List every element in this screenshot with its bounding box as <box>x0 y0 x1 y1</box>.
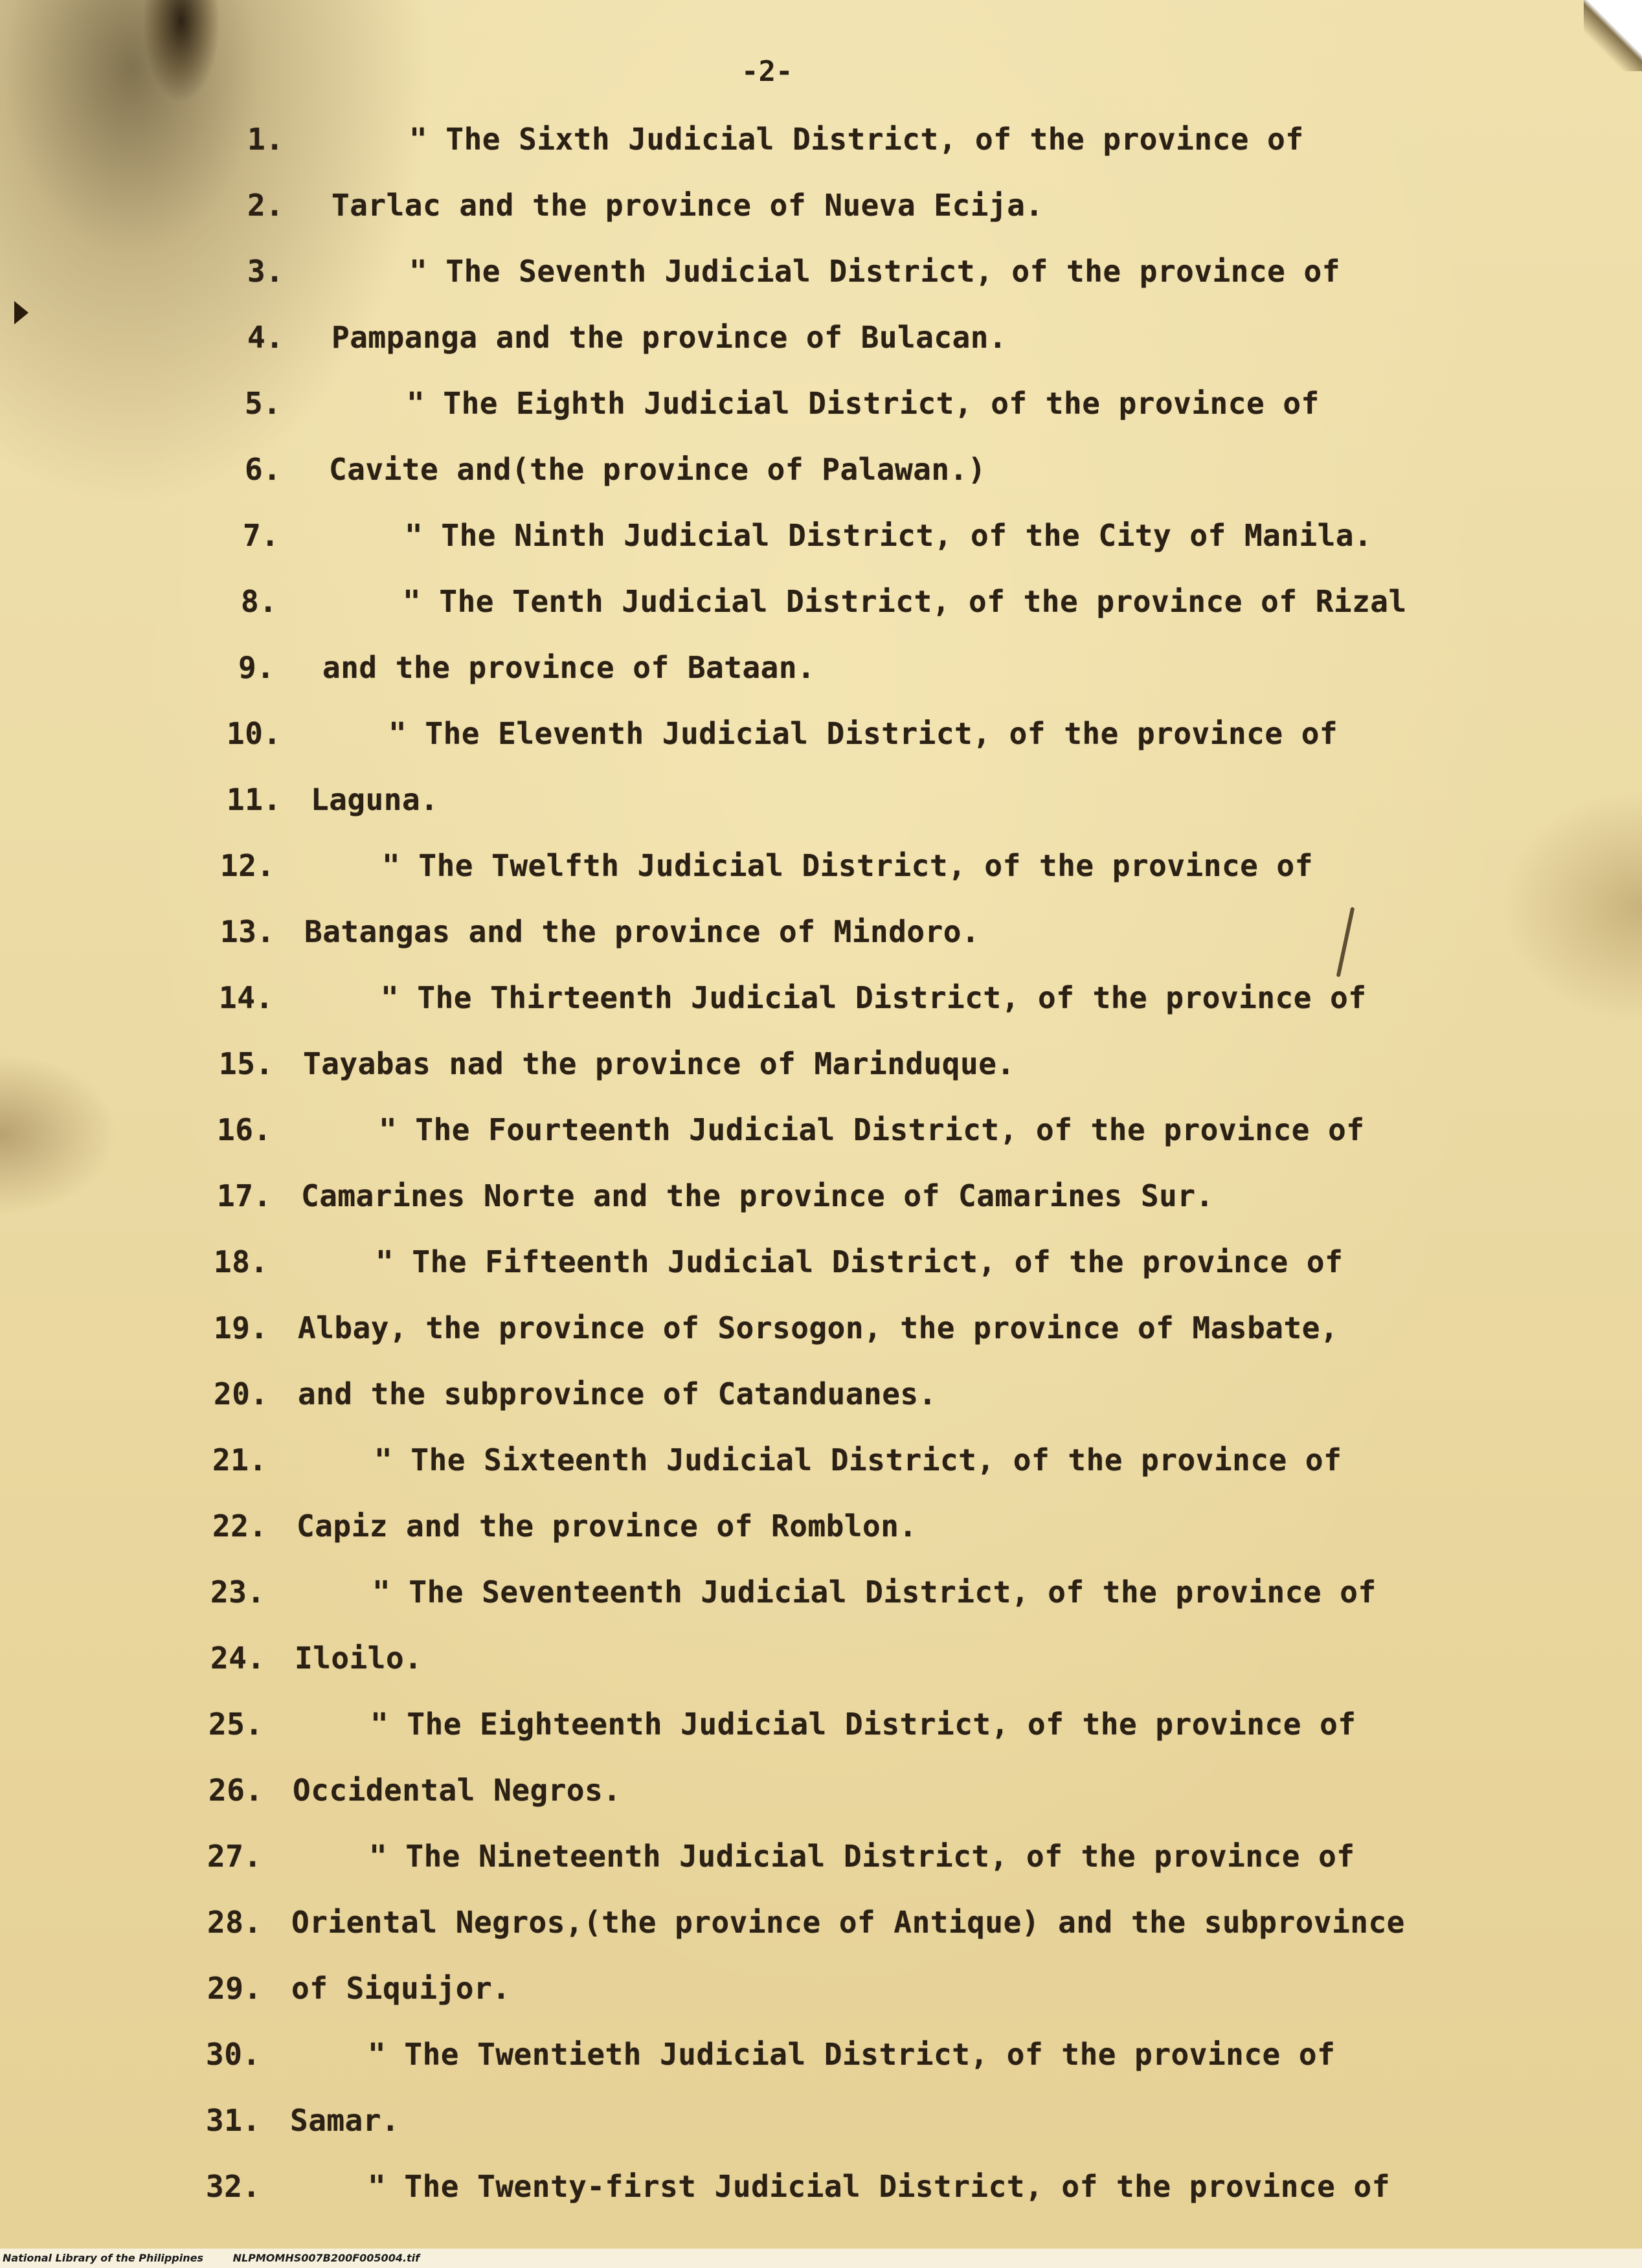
document-line <box>247 188 1044 223</box>
document-line <box>247 122 1304 157</box>
line-number: 12. <box>220 848 275 883</box>
line-number: 14. <box>219 980 274 1015</box>
line-text: " The Eleventh Judicial District, of the province of <box>388 716 1338 751</box>
line-text: Cavite and(the province of Palawan.) <box>329 452 986 487</box>
line-text: Iloilo. <box>295 1641 423 1676</box>
document-line <box>214 1244 1343 1279</box>
line-text: " The Fourteenth Judicial District, of the province of <box>379 1112 1365 1147</box>
line-text: and the subprovince of Catanduanes. <box>298 1376 937 1411</box>
line-number: 15. <box>219 1046 274 1081</box>
line-number: 18. <box>214 1244 269 1279</box>
document-line <box>212 1443 1342 1477</box>
line-number: 11. <box>227 782 282 817</box>
line-text: Tayabas nad the province of Marinduque. <box>303 1046 1015 1081</box>
line-number: 10. <box>227 716 282 751</box>
line-number: 16. <box>217 1112 272 1147</box>
line-number: 27. <box>207 1839 262 1874</box>
line-number: 19. <box>214 1310 269 1345</box>
page-number: -2- <box>741 55 793 88</box>
document-line <box>208 1707 1356 1742</box>
document-line <box>217 1178 1214 1213</box>
document-line <box>220 848 1313 883</box>
document-line <box>206 2169 1390 2204</box>
line-text: " The Sixth Judicial District, of the province of <box>409 122 1304 157</box>
line-text: " The Eighth Judicial District, of the province of <box>407 386 1320 421</box>
document-line <box>219 1046 1015 1081</box>
document-line <box>214 1376 937 1411</box>
line-number: 24. <box>210 1641 265 1676</box>
document-line <box>220 914 980 949</box>
document-line <box>214 1310 1338 1345</box>
line-text: " The Twenty-first Judicial District, of the province of <box>368 2169 1390 2204</box>
document-line <box>245 452 986 487</box>
line-text: " The Seventeenth Judicial District, of the province of <box>372 1575 1377 1610</box>
line-number: 26. <box>208 1773 264 1808</box>
line-number: 13. <box>220 914 275 949</box>
line-text: and the province of Bataan. <box>322 650 816 685</box>
document-line <box>217 1112 1365 1147</box>
document-line <box>245 386 1320 421</box>
line-number: 7. <box>243 518 280 553</box>
document-line <box>207 1905 1405 1940</box>
line-text: " The Eighteenth Judicial District, of the province of <box>370 1707 1356 1742</box>
document-line <box>247 254 1340 289</box>
line-text: " The Thirteenth Judicial District, of the province of <box>381 980 1367 1015</box>
document-line <box>219 980 1367 1015</box>
line-text: " The Seventh Judicial District, of the province of <box>409 254 1340 289</box>
line-number: 3. <box>247 254 284 289</box>
footer-library: National Library of the Philippines <box>3 2252 203 2264</box>
line-number: 20. <box>214 1376 269 1411</box>
document-line <box>207 1839 1355 1874</box>
line-number: 28. <box>207 1905 262 1940</box>
document-line <box>243 518 1372 553</box>
line-text: Laguna. <box>311 782 439 817</box>
line-number: 8. <box>241 584 278 619</box>
line-number: 31. <box>206 2103 261 2138</box>
line-number: 17. <box>217 1178 272 1213</box>
document-line <box>208 1773 622 1808</box>
line-text: " The Nineteenth Judicial District, of the province of <box>369 1839 1355 1874</box>
document-line <box>241 584 1407 619</box>
line-number: 29. <box>207 1971 262 2006</box>
line-number: 9. <box>238 650 275 685</box>
line-number: 6. <box>245 452 282 487</box>
line-text: Oriental Negros,(the province of Antique) and the subprovince <box>291 1905 1405 1940</box>
line-text: " The Sixteenth Judicial District, of the province of <box>374 1443 1342 1477</box>
line-number: 5. <box>245 386 282 421</box>
line-text: Albay, the province of Sorsogon, the province of Masbate, <box>298 1310 1339 1345</box>
line-number: 22. <box>212 1509 267 1544</box>
line-text: Samar. <box>290 2103 400 2138</box>
document-line <box>227 716 1338 751</box>
line-number: 32. <box>206 2169 261 2204</box>
line-number: 30. <box>206 2037 261 2072</box>
line-number: 25. <box>208 1707 264 1742</box>
line-text: Tarlac and the province of Nueva Ecija. <box>332 188 1044 223</box>
line-text: " The Twelfth Judicial District, of the province of <box>382 848 1313 883</box>
line-number: 4. <box>247 320 284 355</box>
document-line <box>210 1575 1377 1610</box>
document-line <box>210 1641 422 1676</box>
document-line <box>206 2103 399 2138</box>
line-number: 23. <box>210 1575 265 1610</box>
line-text: Batangas and the province of Mindoro. <box>304 914 980 949</box>
line-number: 1. <box>247 122 284 157</box>
footer-file: NLPMOMHS007B200F005004.tif <box>232 2252 420 2264</box>
document-line <box>207 1971 510 2006</box>
line-text: " The Tenth Judicial District, of the province of Rizal <box>403 584 1407 619</box>
line-text: of Siquijor. <box>291 1971 511 2006</box>
line-text: " The Ninth Judicial District, of the City of Manila. <box>405 518 1373 553</box>
document-line <box>206 2037 1335 2072</box>
scan-footer <box>0 2249 1642 2268</box>
line-text: Occidental Negros. <box>293 1773 622 1808</box>
document-line <box>247 320 1007 355</box>
document-line <box>227 782 438 817</box>
line-number: 21. <box>212 1443 267 1477</box>
line-text: " The Twentieth Judicial District, of the province of <box>368 2037 1336 2072</box>
document-line <box>238 650 815 685</box>
line-text: Pampanga and the province of Bulacan. <box>332 320 1007 355</box>
line-text: Capiz and the province of Romblon. <box>297 1509 917 1544</box>
line-number: 2. <box>247 188 284 223</box>
line-text: Camarines Norte and the province of Camarines Sur. <box>301 1178 1214 1213</box>
line-text: " The Fifteenth Judicial District, of the province of <box>376 1244 1344 1279</box>
document-line <box>212 1509 917 1544</box>
